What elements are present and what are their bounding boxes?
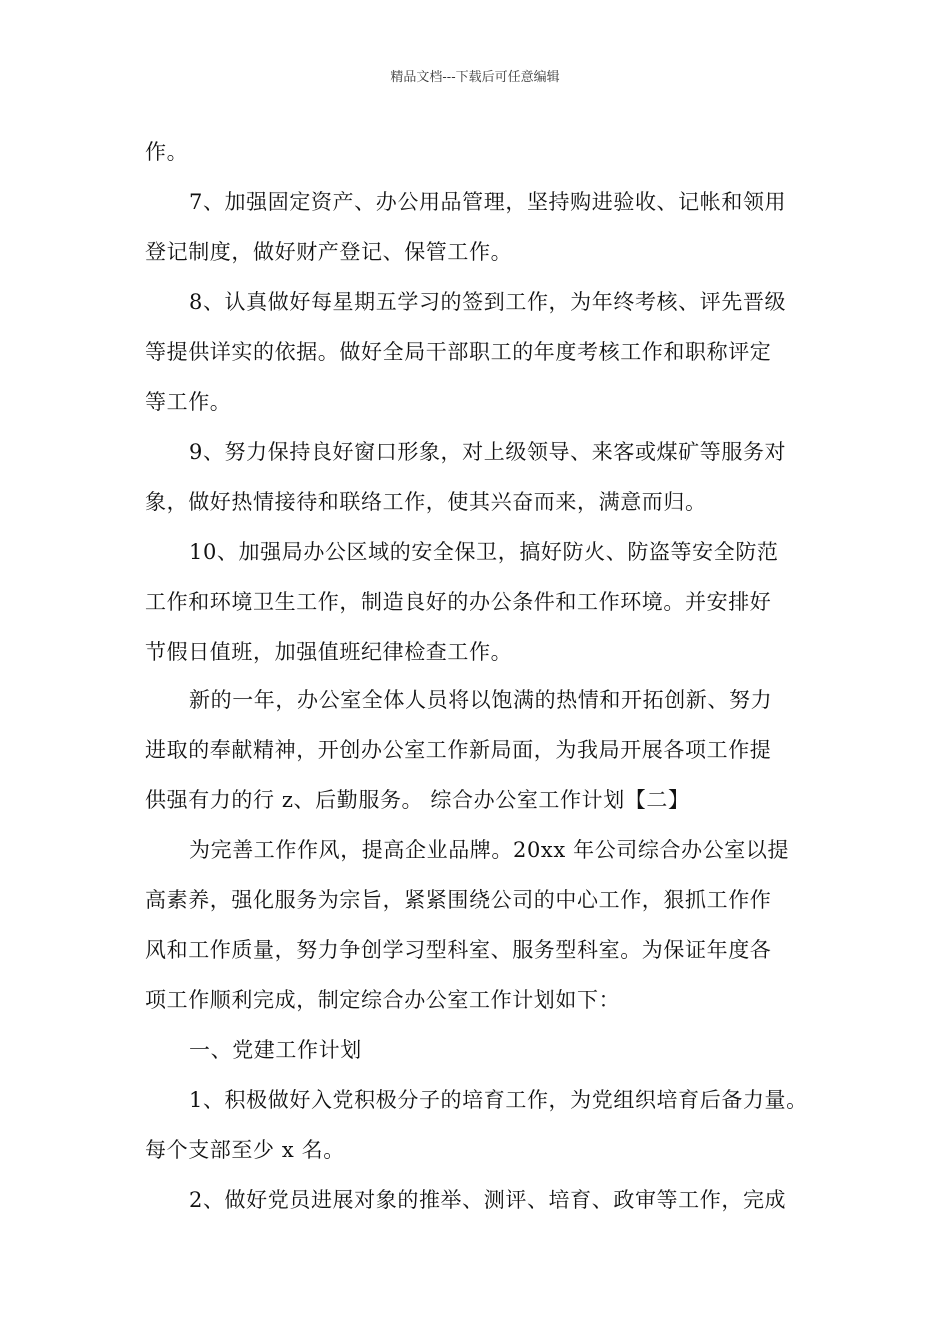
text-line: 节假日值班，加强值班纪律检查工作。 [145,640,513,664]
text-line: 进取的奉献精神，开创办公室工作新局面，为我局开展各项工作提 [145,738,772,762]
text-line: 登记制度，做好财产登记、保管工作。 [145,240,513,264]
text-line: 等工作。 [145,390,232,414]
text-line: 每个支部至少 x 名。 [145,1138,345,1162]
text-line: 项工作顺利完成，制定综合办公室工作计划如下： [145,988,621,1012]
text-line: 7、加强固定资产、办公用品管理，坚持购进验收、记帐和领用 [189,190,787,214]
text-line: 1、积极做好入党积极分子的培育工作，为党组织培育后备力量。 [189,1088,808,1112]
text-line: 风和工作质量，努力争创学习型科室、服务型科室。为保证年度各 [145,938,772,962]
page-header: 精品文档---下载后可任意编辑 [390,70,560,85]
text-line: 作。 [145,140,189,164]
text-line: 高素养，强化服务为宗旨，紧紧围绕公司的中心工作，狠抓工作作 [145,888,772,912]
text-line: 象，做好热情接待和联络工作，使其兴奋而来，满意而归。 [145,490,707,514]
text-line: 工作和环境卫生工作，制造良好的办公条件和工作环境。并安排好 [145,590,772,614]
text-line: 9、努力保持良好窗口形象，对上级领导、来客或煤矿等服务对 [189,440,787,464]
text-line: 新的一年，办公室全体人员将以饱满的热情和开拓创新、努力 [189,688,773,712]
text-line: 一、党建工作计划 [189,1038,362,1062]
text-line: 供强有力的行 z、后勤服务。 综合办公室工作计划【二】 [145,788,690,812]
text-line: 10、加强局办公区域的安全保卫，搞好防火、防盗等安全防范 [189,540,779,564]
text-line: 2、做好党员进展对象的推举、测评、培育、政审等工作，完成 [189,1188,787,1212]
text-line: 为完善工作作风，提高企业品牌。20xx 年公司综合办公室以提 [189,838,790,862]
text-line: 8、认真做好每星期五学习的签到工作，为年终考核、评先晋级 [189,290,787,314]
text-line: 等提供详实的依据。做好全局干部职工的年度考核工作和职称评定 [145,340,772,364]
